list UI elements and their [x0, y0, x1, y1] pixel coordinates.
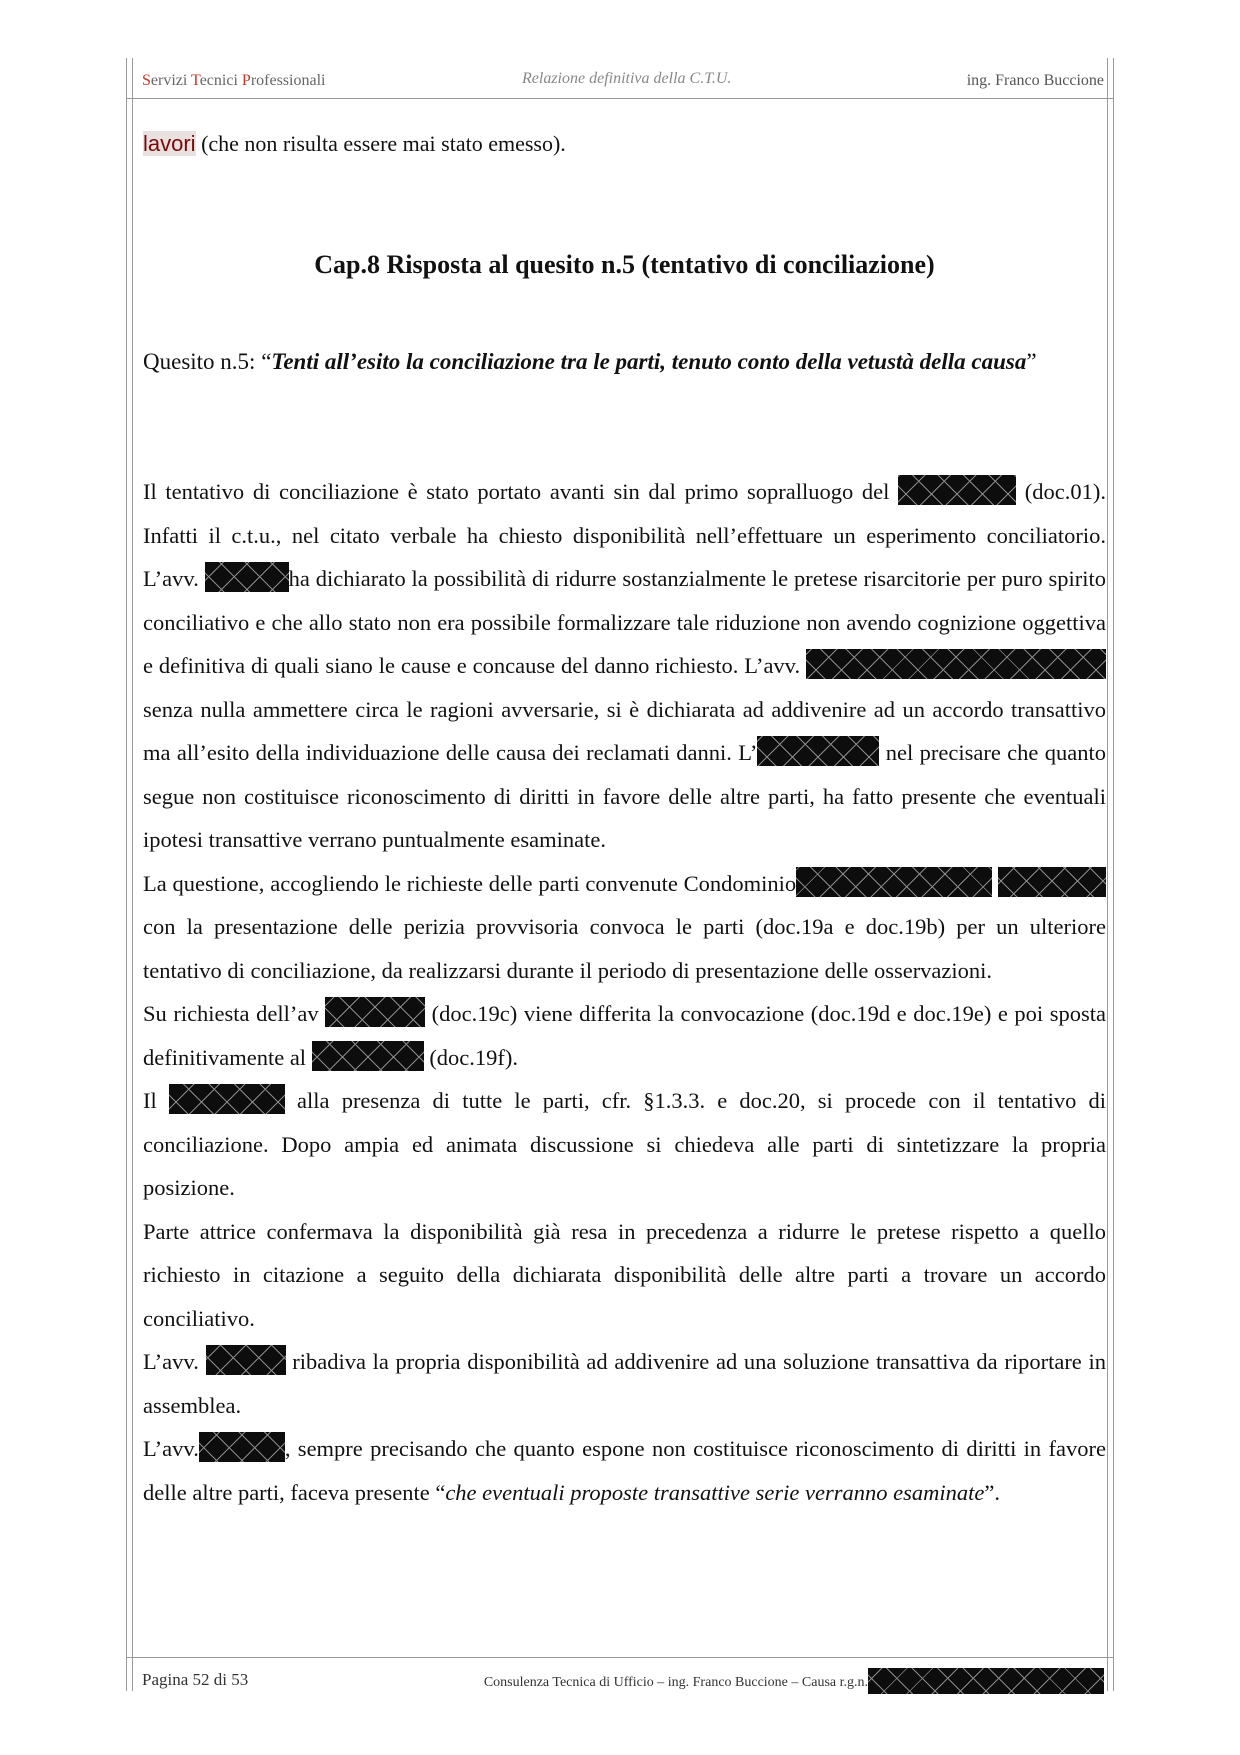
- header-initial-p: P: [241, 72, 251, 89]
- p7-text-b: , sempre precisando che quanto espone non costituisce riconoscimento di diritti in favore delle altre parti, faceva presente “: [143, 1436, 1106, 1505]
- redaction-box: [868, 1668, 1104, 1694]
- frame-line-right-inner: [1107, 58, 1108, 1691]
- highlighted-word: lavori: [143, 131, 196, 156]
- p1-text-c: ha dichiarato la possibilità di ridurre sostanzialmente le pretese risarcitorie per puro spirito conciliativo e che allo stato non era possibile formalizzare tale riduzione non avendo cognizione oggettiva e definitiva di quali siano le cause e concause del danno richiesto. L’avv.: [143, 566, 1106, 678]
- redaction-box: [206, 1345, 286, 1375]
- p3-text-a: Su richiesta dell’av: [143, 1001, 326, 1026]
- redaction-box: [998, 867, 1106, 897]
- quesito-label: Quesito n.5: “: [143, 349, 272, 374]
- redaction-box: [796, 867, 992, 897]
- redaction-box: [757, 736, 879, 766]
- header-rule: [126, 98, 1114, 99]
- paragraph-3: [143, 992, 1106, 1079]
- p3-text-c: (doc.19f).: [423, 1044, 519, 1070]
- continuation-rest: (che non risulta essere mai stato emesso).: [195, 131, 566, 156]
- p4-text-b: alla presenza di tutte le parti, cfr. §1.3.3. e doc.20, si procede con il tentativo di conciliazione. Dopo ampia ed animata discussione si chiedeva alle parti di sintetizzare la propria posizione.: [143, 1088, 1107, 1200]
- p1-text-a: Il tentativo di conciliazione è stato portato avanti sin dal primo sopralluogo del: [143, 479, 899, 504]
- header-author: ing. Franco Buccione: [966, 72, 1104, 89]
- paragraph-4: [143, 1079, 1106, 1210]
- header-document-title: Relazione definitiva della C.T.U.: [522, 70, 732, 87]
- body-text: [143, 470, 1106, 1514]
- header-word-1: ervizi: [150, 72, 192, 89]
- paragraph-5: Parte attrice confermava la disponibilità già resa in precedenza a ridurre le pretese rispetto a quello richiesto in citazione a seguito della dichiarata disponibilità delle altre parti a trovare un accordo conciliativo.: [143, 1218, 1106, 1331]
- header-company: [142, 72, 325, 90]
- frame-line-left-inner: [132, 58, 133, 1691]
- p7-text-a: L’avv.: [143, 1436, 199, 1461]
- paragraph-6: [143, 1340, 1106, 1427]
- p1-text-e: nel precisare che quanto segue non costituisce riconoscimento di diritti in favore delle altre parti, ha fatto presente che eventuali ipotesi transattive verrano puntualmente esaminate.: [143, 740, 1107, 852]
- p4-text-a: Il: [143, 1088, 169, 1113]
- paragraph-7: [143, 1427, 1106, 1514]
- page-footer: [142, 1664, 1104, 1694]
- redaction-box: [199, 1432, 285, 1462]
- redaction-box: [312, 1041, 424, 1071]
- paragraph-2: [143, 862, 1106, 993]
- p3-text-b: (doc.19c) viene differita la convocazione (doc.19d e doc.19e) e poi sposta definitivamente al: [143, 1001, 1106, 1070]
- page-header: [142, 68, 1104, 94]
- quesito-block: [143, 340, 1106, 384]
- paragraph-1: [143, 470, 1106, 862]
- redaction-box: [169, 1084, 285, 1114]
- p1-text-b: (doc.01). Infatti il c.t.u., nel citato verbale ha chiesto disponibilità nell’effettuare un esperimento conciliatorio. L’avv.: [143, 479, 1106, 591]
- header-initial-t: T: [191, 72, 200, 89]
- redaction-box: [806, 649, 1106, 679]
- header-word-3: rofessionali: [250, 72, 326, 89]
- redaction-box: [898, 475, 1016, 505]
- p7-text-d: ”.: [984, 1479, 1000, 1505]
- page-number: Pagina 52 di 53: [142, 1670, 249, 1689]
- redaction-box: [205, 562, 289, 592]
- footer-case-info: [484, 1668, 1104, 1694]
- footer-rule: [126, 1657, 1114, 1658]
- quesito-close-quote: ”: [1026, 349, 1037, 374]
- chapter-title: Cap.8 Risposta al quesito n.5 (tentativo di conciliazione): [314, 250, 935, 279]
- frame-line-right-outer: [1113, 58, 1114, 1691]
- p2-text-a: La questione, accogliendo le richieste delle parti convenute Condominio: [143, 870, 797, 896]
- quesito-text: Tenti all’esito la conciliazione tra le parti, tenuto conto della vetustà della causa: [271, 349, 1027, 374]
- continuation-text: [143, 122, 1106, 166]
- footer-case-text: Consulenza Tecnica di Ufficio – ing. Franco Buccione – Causa r.g.n.: [483, 1675, 868, 1690]
- frame-line-left-outer: [126, 58, 127, 1691]
- p7-quoted-text: che eventuali proposte transattive serie verranno esaminate: [445, 1479, 985, 1505]
- p2-text-b: con la presentazione delle perizia provvisoria convoca le parti (doc.19a e doc.19b) per un ulteriore tentativo di conciliazione, da realizzarsi durante il periodo di presentazione delle osservazioni.: [143, 914, 1106, 983]
- header-word-2: ecnici: [199, 72, 242, 89]
- p1-text-d: senza nulla ammettere circa le ragioni avversarie, si è dichiarata ad addivenire ad un accordo transattivo ma all’esito della individuazione delle causa dei reclamati danni. L’: [143, 696, 1106, 765]
- redaction-box: [325, 997, 425, 1027]
- header-initial-s: S: [142, 72, 151, 89]
- p6-text-b: ribadiva la propria disponibilità ad addivenire ad una soluzione transattiva da riportare in assemblea.: [143, 1349, 1106, 1418]
- p6-text-a: L’avv.: [143, 1349, 206, 1374]
